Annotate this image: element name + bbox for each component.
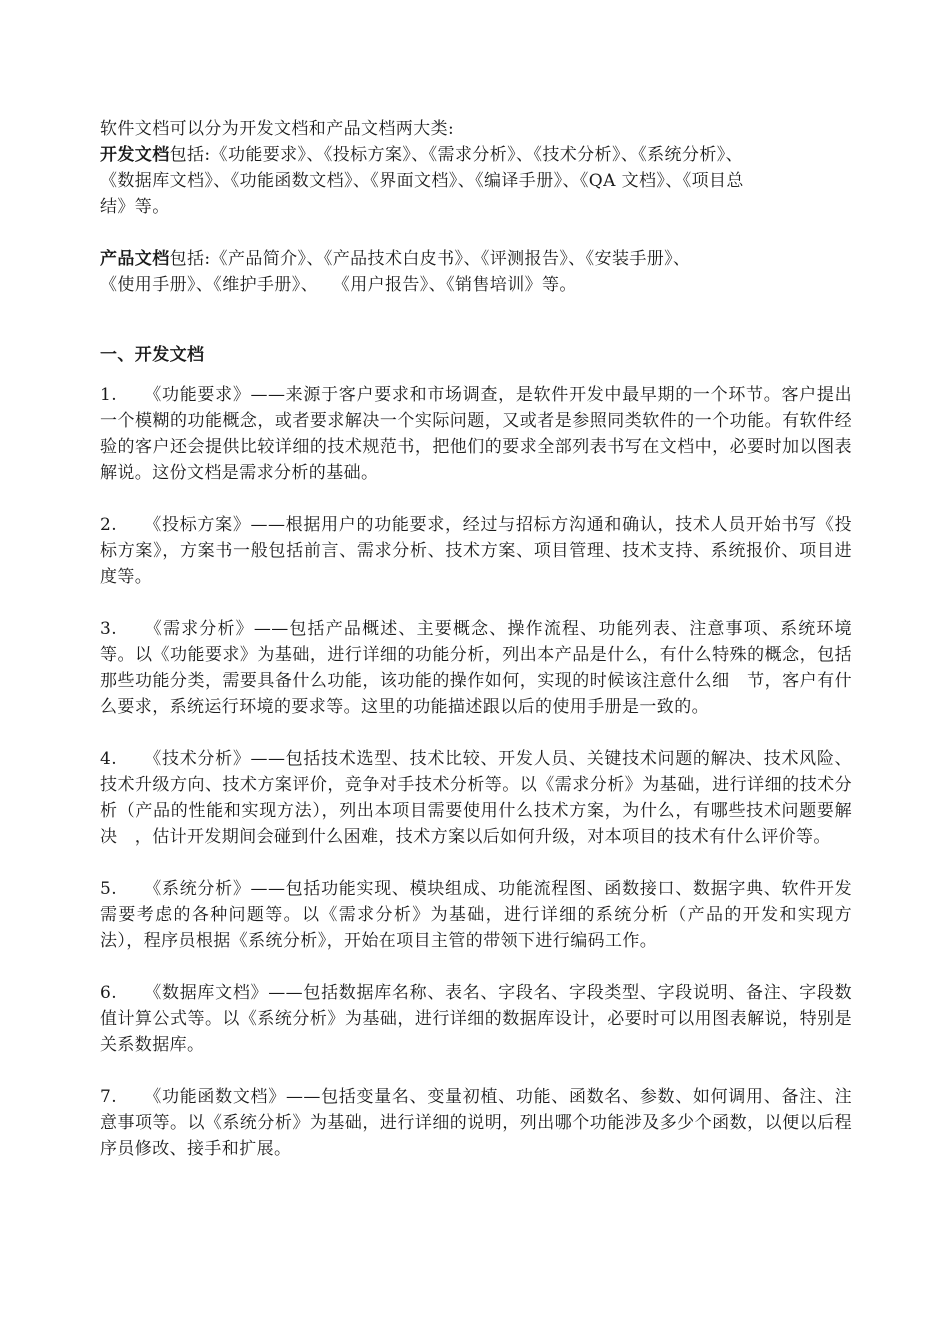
dev-docs-line-2: 《数据库文档》、《功能函数文档》、《界面文档》、《编译手册》、《QA 文档》、《项目总 bbox=[100, 171, 744, 191]
dev-docs-line-1 bbox=[100, 142, 852, 168]
item-text: 《投标方案》——根据用户的功能要求，经过与招标方沟通和确认，技术人员开始书写《投标方案》，方案书一般包括前言、需求分析、技术方案、项目管理、技术支持、系统报价、项目进度等。 bbox=[100, 515, 852, 587]
intro-line: 软件文档可以分为开发文档和产品文档两大类: bbox=[100, 119, 455, 139]
item-number: 1. bbox=[100, 385, 118, 405]
dev-docs-prefix: 包括: bbox=[169, 145, 211, 165]
list-item bbox=[100, 1084, 852, 1162]
list-item bbox=[100, 876, 852, 954]
item-number: 3. bbox=[100, 619, 118, 639]
prod-docs-line-1 bbox=[100, 246, 852, 272]
item-text: 《数据库文档》——包括数据库名称、表名、字段名、字段类型、字段说明、备注、字段数值计算公式等。以《系统分析》为基础，进行详细的数据库设计，必要时可以用图表解说，特别是关系数据库。 bbox=[100, 983, 852, 1055]
list-item bbox=[100, 746, 852, 850]
item-text: 《系统分析》——包括功能实现、模块组成、功能流程图、函数接口、数据字典、软件开发需要考虑的各种问题等。以《需求分析》为基础，进行详细的系统分析（产品的开发和实现方法），程序员根据《系统分析》，开始在项目主管的带领下进行编码工作。 bbox=[100, 879, 852, 951]
item-text: 《功能函数文档》——包括变量名、变量初植、功能、函数名、参数、如何调用、备注、注意事项等。以《系统分析》为基础，进行详细的说明，列出哪个功能涉及多少个函数，以便以后程序员修改、接手和扩展。 bbox=[100, 1087, 852, 1159]
document-page bbox=[100, 116, 852, 1188]
item-number: 5. bbox=[100, 879, 118, 899]
item-text: 《需求分析》——包括产品概述、主要概念、操作流程、功能列表、注意事项、系统环境等。以《功能要求》为基础，进行详细的功能分析，列出本产品是什么，有什么特殊的概念，包括那些功能分类，需要具备什么功能，该功能的操作如何，实现的时候该注意什么细 节，客户有什么要求，系统运行环境的要求等。这里的功能描述跟以后的使用手册是一致的。 bbox=[100, 619, 852, 717]
item-number: 2. bbox=[100, 515, 118, 535]
list-item bbox=[100, 616, 852, 720]
section-heading: 一、开发文档 bbox=[100, 345, 205, 365]
item-number: 4. bbox=[100, 749, 118, 769]
dev-docs-line-3: 结》等。 bbox=[100, 197, 170, 217]
prod-docs-prefix: 包括: bbox=[169, 249, 211, 269]
prod-docs-label: 产品文档 bbox=[100, 249, 170, 269]
dev-docs-label: 开发文档 bbox=[100, 145, 170, 165]
item-number: 7. bbox=[100, 1087, 118, 1107]
list-item bbox=[100, 980, 852, 1058]
prod-docs-line-2: 《使用手册》、《维护手册》、 《用户报告》、《销售培训》等。 bbox=[100, 275, 577, 295]
item-text: 《功能要求》——来源于客户要求和市场调查，是软件开发中最早期的一个环节。客户提出一个模糊的功能概念，或者要求解决一个实际问题，又或者是参照同类软件的一个功能。有软件经验的客户还会提供比较详细的技术规范书，把他们的要求全部列表书写在文档中，必要时加以图表解说。这份文档是需求分析的基础。 bbox=[100, 385, 852, 483]
list-item bbox=[100, 382, 852, 486]
item-number: 6. bbox=[100, 983, 118, 1003]
item-text: 《技术分析》——包括技术选型、技术比较、开发人员、关键技术问题的解决、技术风险、技术升级方向、技术方案评价，竞争对手技术分析等。以《需求分析》为基础，进行详细的技术分析（产品的性能和实现方法），列出本项目需要使用什么技术方案，为什么，有哪些技术问题要解决 ，估计开发期间会碰到什么困难，技术方案以后如何升级，对本项目的技术有什么评价等。 bbox=[100, 749, 852, 847]
dev-docs-list-1: 《功能要求》、《投标方案》、《需求分析》、《技术分析》、《系统分析》、 bbox=[210, 145, 744, 165]
prod-docs-list-1: 《产品简介》、《产品技术白皮书》、《评测报告》、《安装手册》、 bbox=[210, 249, 691, 269]
list-item bbox=[100, 512, 852, 590]
